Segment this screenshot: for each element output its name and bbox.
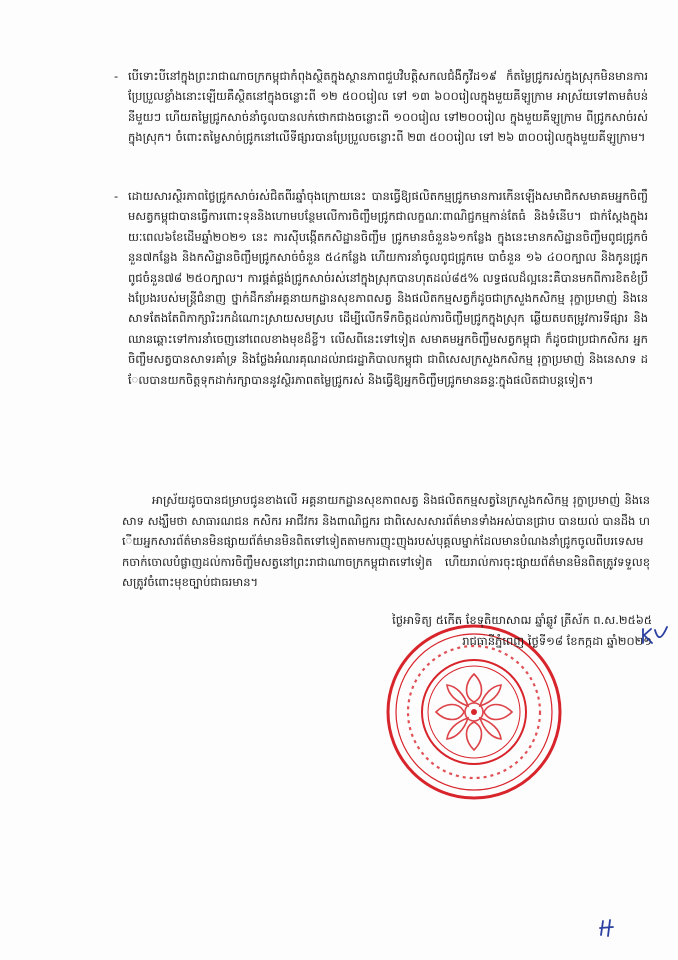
closing-paragraph: អាស្រ័យដូចបានជម្រាបជូនខាងលើ អគ្គនាយកដ្ឋានសុខភាពសត្វ និងផលិតកម្មសត្វនៃក្រសួងកសិកម្ម រុក្ខាប្រមាញ់ និងនេសាទ សង្ឃឹមថា សាធារណជន កសិករ អាជីវករ និងពាណិជ្ជករ ជាពិសេសសារព័ត៌មានទាំងអស់បានជ្រាប បានយល់ បានដឹង ហើយអ្នកសារព័ត៌មានមិនផ្សាយព័ត៌មានមិនពិតទៅទៀតតាមការញុះញុងរបស់បុគ្គលម្នាក់ដែលមានបំណងនាំជ្រូកចូលពីបរទេសមកចាក់ចោលបំផ្លាញដល់ការចិញ្ចឹមសត្វនៅព្រះរាជាណាចក្រកម្ពុជាតទៅទៀត ហើយរាល់ការចុះផ្សាយព័ត៌មានមិនពិតត្រូវទទួលខុសត្រូវចំពោះមុខច្បាប់ជាធរមាន។ <box>122 493 650 590</box>
bullet-dash: - <box>114 189 119 203</box>
bullet-text: ដោយសារស្ថិរភាពថ្លៃជ្រូកសាច់រស់ជិតពីរឆ្នាំចុងក្រោយនេះ បានធ្វើឱ្យផលិតកម្មជ្រូកមានការកើនឡើងសមាជិកសមាគមអ្នកចិញ្ចឹមសត្វកម្ពុជាបានធ្វើការពោះទុននិងហោមបន្ថែមលើការចិញ្ចឹមជ្រូកជាលក្ខណៈពាណិជ្ជកម្មកាន់តែធំ និងទំនើប។ ជាក់ស្តែងក្នុងរយៈពេល៦ខែដើមឆ្នាំ២០២១ នេះ ការស៊ីបង្កើតកសិដ្ឋានចិញ្ចឹម ជ្រូកមានចំនួន៦១កន្លែង ក្នុងនេះមានកសិដ្ឋានចិញ្ចឹមពូជជ្រូកចំនួន៧កន្លែង និងកសិដ្ឋានចិញ្ចឹមជ្រូកសាច់ចំនួន ៥៤កន្លែង ហើយការនាំចូលពូជជ្រូកមេ បាចំនួន ១៦ ៤០០ក្បាល និងកូនជ្រូកពូជចំនួន៧៨ ២៥០ក្បាល។ ការផ្គត់ផ្គង់ជ្រូកសាច់រស់នៅក្នុងស្រុកបានហុតដល់៨៥% លទ្ធផលដ៏ល្អនេះគឺបានមកពីការខិតខំប្រឹងប្រែងរបស់មន្រ្តីជំនាញ ថ្នាក់ដឹកនាំអគ្គនាយកដ្ឋានសុខភាពសត្វ និងផលិតកម្មសត្វក៏ដូចជាក្រសួងកសិកម្ម រុក្ខាប្រមាញ់ និងនេសាទតែងតែពិភាក្សារិះរកដំណោះស្រាយសមស្រប ដើម្បីលើកទឹកចិត្តដល់ការចិញ្ចឹមជ្រូកក្នុងស្រុក ឆ្លើយតបតម្រូវការទីផ្សារ និងឈានឆ្ពោះទៅការនាំចេញនៅពេលខាងមុខដ៏ខ្លី។ លើសពីនេះទៅទៀត សមាគមអ្នកចិញ្ចឹមសត្វកម្ពុជា ក៏ដូចជាប្រជាកសិករ អ្នកចិញ្ចឹមសត្វបានសាទរគាំទ្រ និងថ្លែងអំណរគុណដល់រាជរដ្ឋាភិបាលកម្ពុជា ជាពិសេសក្រសួងកសិកម្ម រុក្ខាប្រមាញ់ និងនេសាទ ដែលបានយកចិត្តទុកដាក់រក្សាបាននូវស្ថិរភាពតម្លៃជ្រូករស់ និងធ្វើឱ្យអ្នកចិញ្ចឹមជ្រូកមានឆន្ទៈក្នុងផលិតជាបន្តទៀត។ <box>128 189 648 387</box>
bullet-dash: - <box>114 69 119 83</box>
signature-mark <box>641 625 669 647</box>
date-solar: រាជធានីភ្នំពេញ ថ្ងៃទី១៨ ខែកក្កដា ឆ្នាំ២០២១ <box>462 634 652 648</box>
bullet-paragraph-price-stability <box>114 66 648 148</box>
handwritten-initial-mark <box>598 918 616 938</box>
bullet-paragraph-production-growth <box>114 186 648 390</box>
bullet-text: បើទោះបីនៅក្នុងព្រះរាជាណាចក្រកម្ពុជាកំពុងស្ថិតក្នុងស្ថានភាពជួបវិបត្តិសកលជំងឺកូវីដ១៩ ក៏តម្លៃជ្រូករស់ក្នុងស្រុកមិនមានការប្រែប្រួលខ្លាំងនោះឡើយគឺស្ថិតនៅក្នុងចន្លោះពី ១២ ៥០០រៀល ទៅ ១៣ ៦០០រៀលក្នុងមួយគីឡូក្រាម អាស្រ័យទៅតាមតំបន់នីមួយៗ ហើយតម្លៃជ្រូកសាច់នាំចូលបានលក់ថោកជាងចន្លោះពី ១០០រៀល ទៅ២០០រៀល ក្នុងមួយគីឡូក្រាម ពីជ្រូកសាច់រស់ក្នុងស្រុក។ ចំពោះតម្លៃសាច់ជ្រូកនៅលើទីផ្សារបានប្រែប្រួលចន្លោះពី ២៣ ៥០០រៀល ទៅ ២៦ ៣០០រៀលក្នុងមួយគីឡូក្រាម។ <box>128 69 648 145</box>
date-lunar: ថ្ងៃអាទិត្យ ៥កើត ខែទុតិយាសាឍ ឆ្នាំឆ្លូវ ត្រីស័ក ព.ស.២៥៦៥ <box>392 613 652 627</box>
